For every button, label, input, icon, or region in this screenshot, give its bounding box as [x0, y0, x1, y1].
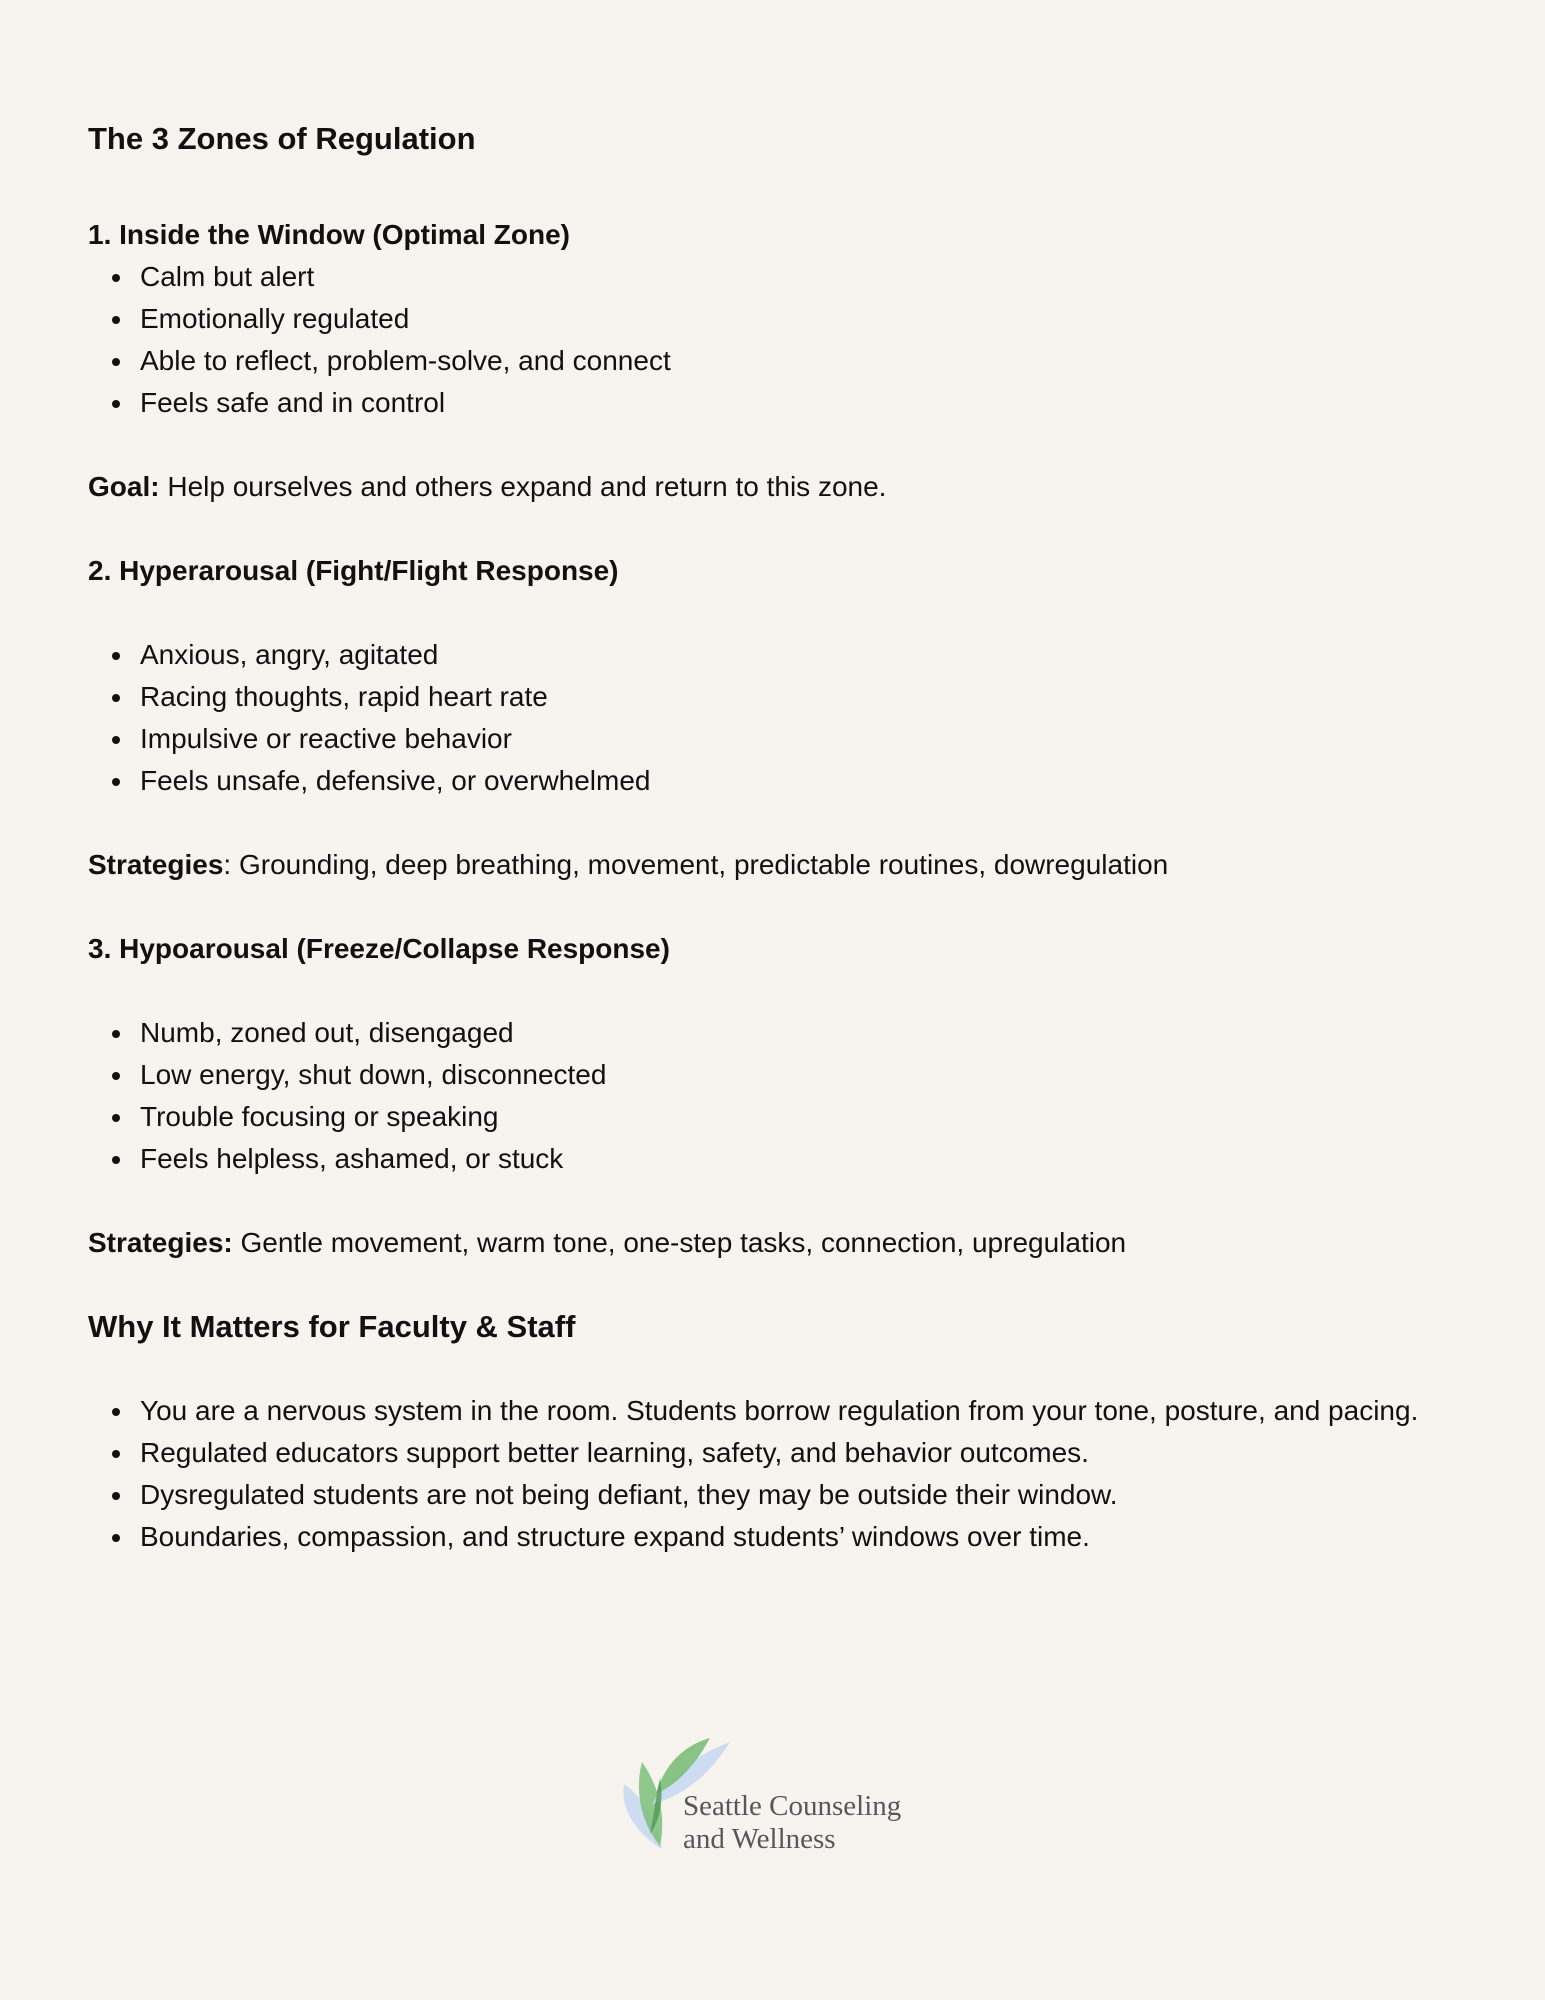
logo-line-1: Seattle Counseling — [683, 1790, 902, 1822]
list-item: Regulated educators support better learning, safety, and behavior outcomes. — [140, 1432, 1458, 1474]
strategies-label: Strategies: — [88, 1227, 233, 1258]
list-item: Calm but alert — [140, 256, 1458, 298]
list-item: Emotionally regulated — [140, 298, 1458, 340]
list-item: Boundaries, compassion, and structure expand students’ windows over time. — [140, 1516, 1458, 1558]
list-item: Feels unsafe, defensive, or overwhelmed — [140, 760, 1458, 802]
list-item: Low energy, shut down, disconnected — [140, 1054, 1458, 1096]
document-body — [88, 118, 1458, 1558]
list-item: You are a nervous system in the room. Students borrow regulation from your tone, posture, and pacing. — [140, 1390, 1458, 1432]
goal-label: Goal: — [88, 471, 160, 502]
goal-text: Help ourselves and others expand and return to this zone. — [159, 471, 887, 502]
zone3-strategies — [88, 1222, 1458, 1264]
strategies-label: Strategies — [88, 849, 224, 880]
zone2-strategies — [88, 844, 1458, 886]
page-title: The 3 Zones of Regulation — [88, 121, 476, 156]
zone1-goal — [88, 466, 1458, 508]
list-item: Feels helpless, ashamed, or stuck — [140, 1138, 1458, 1180]
strategies-text: : Grounding, deep breathing, movement, predictable routines, dowregulation — [223, 849, 1169, 880]
zone3-list — [88, 1012, 1458, 1180]
zone1-heading: 1. Inside the Window (Optimal Zone) — [88, 219, 570, 250]
seattle-counseling-logo — [620, 1734, 940, 1854]
zone2-heading: 2. Hyperarousal (Fight/Flight Response) — [88, 555, 619, 586]
strategies-text: Gentle movement, warm tone, one-step tasks, connection, upregulation — [232, 1227, 1127, 1258]
zone2-list — [88, 634, 1458, 802]
why-heading: Why It Matters for Faculty & Staff — [88, 1309, 576, 1344]
why-list — [88, 1390, 1458, 1558]
zone1-list — [88, 256, 1458, 424]
list-item: Racing thoughts, rapid heart rate — [140, 676, 1458, 718]
list-item: Anxious, angry, agitated — [140, 634, 1458, 676]
list-item: Numb, zoned out, disengaged — [140, 1012, 1458, 1054]
list-item: Feels safe and in control — [140, 382, 1458, 424]
logo-text — [683, 1790, 901, 1856]
list-item: Trouble focusing or speaking — [140, 1096, 1458, 1138]
list-item: Impulsive or reactive behavior — [140, 718, 1458, 760]
zone3-heading: 3. Hypoarousal (Freeze/Collapse Response) — [88, 933, 670, 964]
list-item: Able to reflect, problem-solve, and connect — [140, 340, 1458, 382]
list-item: Dysregulated students are not being defiant, they may be outside their window. — [140, 1474, 1458, 1516]
logo-line-2: and Wellness — [683, 1823, 836, 1855]
